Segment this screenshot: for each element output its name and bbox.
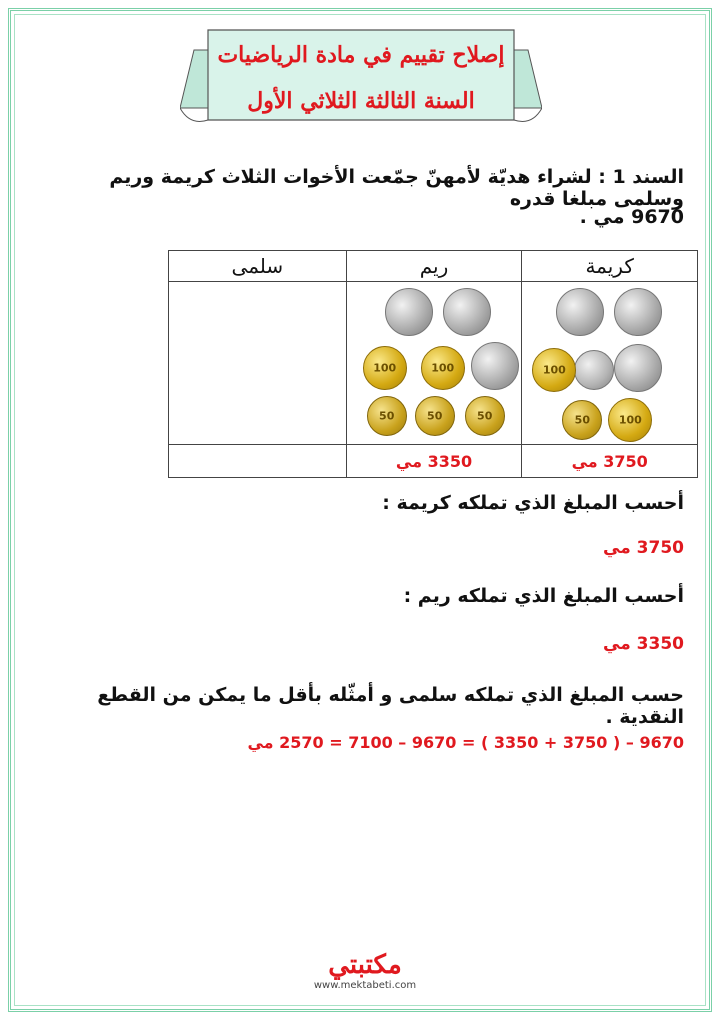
coins-table: [168, 250, 698, 478]
coin-silver: [614, 288, 662, 336]
coin-50: 50: [562, 400, 602, 440]
salma-coins: [169, 282, 346, 444]
coin-silver: [471, 342, 519, 390]
logo-wordmark: مكتبتي: [328, 950, 402, 980]
coin-50: 50: [367, 396, 407, 436]
answer-2: 3350 مي: [603, 634, 684, 654]
reem-amount: 3350 مي: [346, 445, 522, 478]
karima-amount: 3750 مي: [522, 445, 698, 478]
coin-100: 100: [532, 348, 576, 392]
intro-line-1: السند 1 : لشراء هديّة لأمهنّ جمّعت الأخوات الثلاث كريمة وريم وسلمى مبلغا قدره: [109, 166, 684, 210]
header-salma: سلمى: [169, 251, 347, 282]
header-karima: كريمة: [522, 251, 698, 282]
coin-100: 100: [363, 346, 407, 390]
coin-silver: [614, 344, 662, 392]
question-3: حسب المبلغ الذي تملكه سلمى و أمثّله بأقل ما يمكن من القطع النقدية .: [97, 684, 684, 728]
answer-1: 3750 مي: [603, 538, 684, 558]
salma-amount: [169, 445, 347, 478]
karima-coins: [522, 282, 697, 444]
question-1: أحسب المبلغ الذي تملكه كريمة :: [382, 492, 684, 514]
coin-silver: [385, 288, 433, 336]
coin-small-silver: [574, 350, 614, 390]
coin-100: 100: [421, 346, 465, 390]
title-line-2: السنة الثالثة الثلاثي الأول: [247, 88, 475, 114]
answer-3: 9670 – ( 3750 + 3350 ) = 9670 – 7100 = 2570 مي: [247, 733, 684, 752]
coin-50: 50: [415, 396, 455, 436]
intro-line-2: 9670 مي .: [579, 206, 684, 228]
title-line-1: إصلاح تقييم في مادة الرياضيات: [217, 42, 505, 68]
header-reem: ريم: [346, 251, 522, 282]
coin-silver: [556, 288, 604, 336]
title-banner: [180, 22, 542, 134]
site-logo: [290, 950, 440, 1000]
coin-50: 50: [465, 396, 505, 436]
question-2: أحسب المبلغ الذي تملكه ريم :: [403, 585, 684, 607]
logo-url: www.mektabeti.com: [313, 980, 417, 991]
coin-100: 100: [608, 398, 652, 442]
coin-silver: [443, 288, 491, 336]
reem-coins: [347, 282, 522, 444]
